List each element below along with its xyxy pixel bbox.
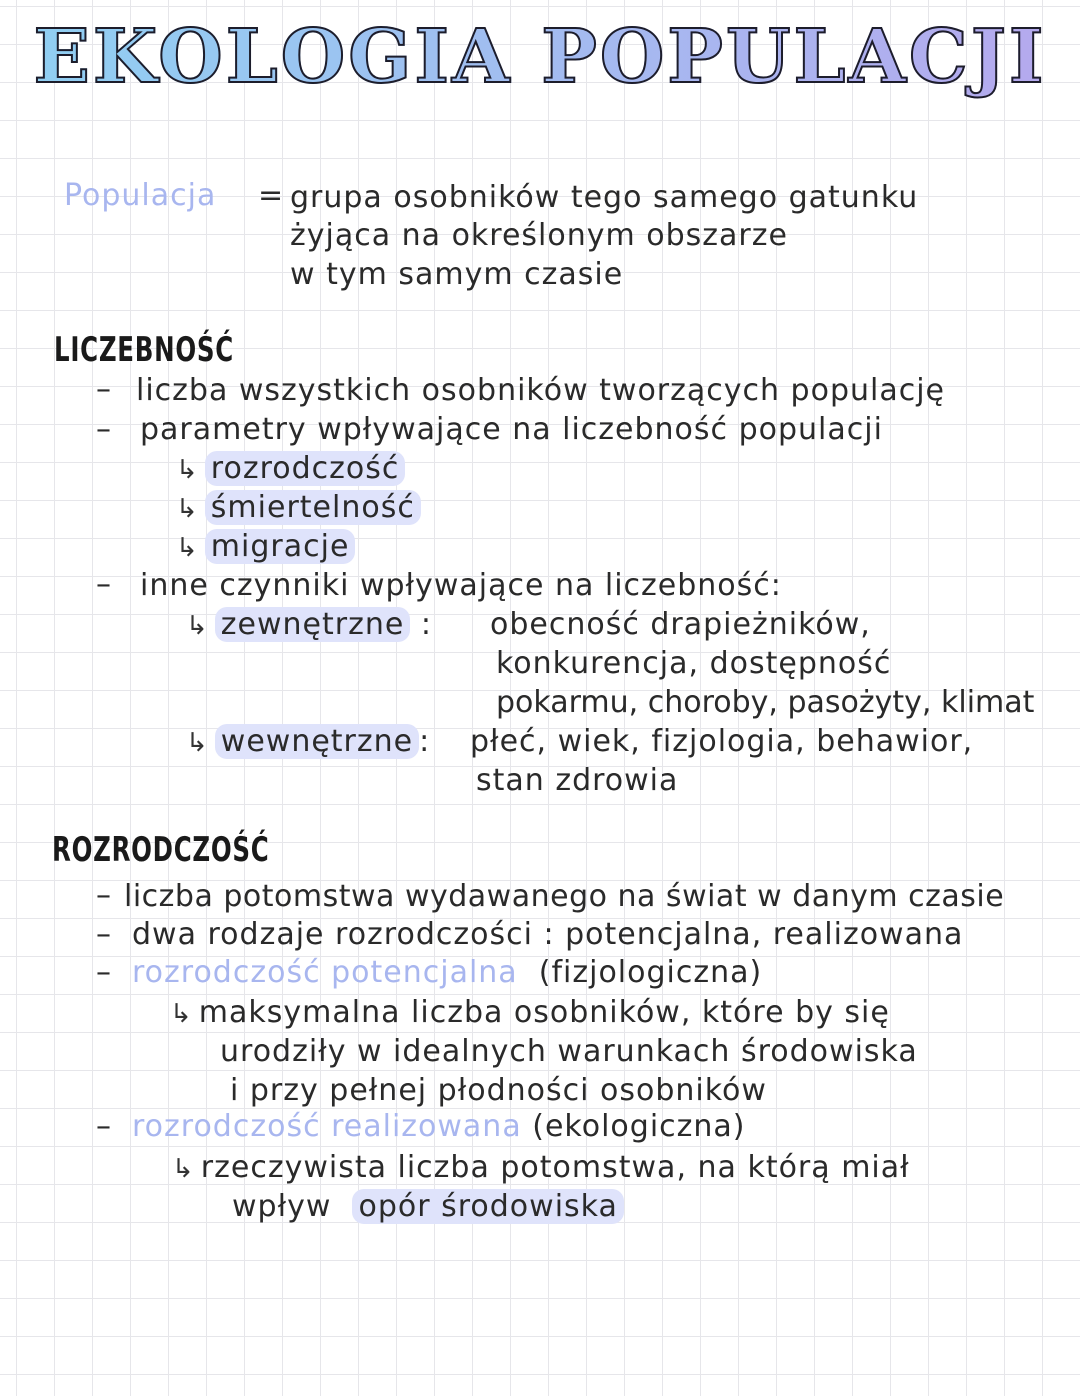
param-item [176, 490, 421, 527]
definition-line-3: w tym samym czasie [290, 257, 624, 292]
dash: – [96, 1109, 111, 1144]
rozrodczosc-bullet-2: dwa rodzaje rozrodczości : potencjalna, realizowana [132, 917, 964, 952]
arrow-icon: ↳ [172, 1154, 195, 1184]
arrow-icon: ↳ [176, 533, 199, 563]
heading-liczebnosc: LICZEBNOŚĆ [54, 330, 234, 370]
arrow-icon: ↳ [176, 494, 199, 524]
liczebnosc-bullet-1: liczba wszystkich osobników tworzących populację [136, 373, 946, 408]
arrow-icon: ↳ [176, 455, 199, 485]
arrow-icon: ↳ [186, 611, 209, 641]
term-populacja: Populacja [64, 178, 217, 213]
param-item [176, 451, 405, 488]
potential-line-3: i przy pełnej płodności osobników [230, 1073, 767, 1108]
arrow-icon: ↳ [186, 728, 209, 758]
external-line-3: pokarmu, choroby, pasożyty, klimat [496, 685, 1035, 720]
dash: – [96, 878, 111, 913]
potential-line-1: ↳ maksymalna liczba osobników, które by się [170, 995, 890, 1030]
dash: – [96, 955, 111, 990]
realized-heading: rozrodczość realizowana (ekologiczna) [132, 1109, 746, 1144]
dash: – [96, 917, 111, 952]
potential-line-2: urodziły w idealnych warunkach środowiska [220, 1034, 918, 1069]
realized-line-2: wpływ opór środowiska [232, 1189, 624, 1225]
arrow-icon: ↳ [170, 999, 193, 1029]
definition-line-1: grupa osobników tego samego gatunku [290, 180, 919, 215]
internal-factors-label: ↳ wewnętrzne : [186, 724, 431, 759]
internal-line-2: stan zdrowia [476, 763, 679, 798]
dash: – [96, 567, 111, 602]
param-rozrodczosc: rozrodczość [205, 451, 406, 486]
param-smiertelnosc: śmiertelność [205, 490, 421, 525]
page-title: EKOLOGIA POPULACJI [0, 14, 1080, 100]
liczebnosc-bullet-2: parametry wpływające na liczebność populacji [140, 412, 883, 447]
dash: – [96, 412, 111, 447]
equals-sign: = [258, 178, 285, 213]
param-item [176, 529, 355, 566]
internal-line-1: płeć, wiek, fizjologia, behawior, [470, 724, 974, 759]
dash: – [96, 372, 111, 407]
potential-heading: rozrodczość potencjalna (fizjologiczna) [132, 955, 763, 990]
realized-line-1: ↳ rzeczywista liczba potomstwa, na którą miał [172, 1150, 910, 1185]
rozrodczosc-bullet-1: liczba potomstwa wydawanego na świat w danym czasie [124, 879, 1005, 914]
param-migracje: migracje [205, 529, 356, 564]
external-factors-label: ↳ zewnętrzne : [186, 607, 432, 642]
liczebnosc-bullet-3: inne czynniki wpływające na liczebność: [140, 568, 782, 603]
heading-rozrodczosc: ROZRODCZOŚĆ [52, 830, 270, 870]
external-line-2: konkurencja, dostępność [496, 646, 892, 681]
definition-line-2: żyjąca na określonym obszarze [290, 218, 788, 253]
external-line-1: obecność drapieżników, [490, 607, 871, 642]
